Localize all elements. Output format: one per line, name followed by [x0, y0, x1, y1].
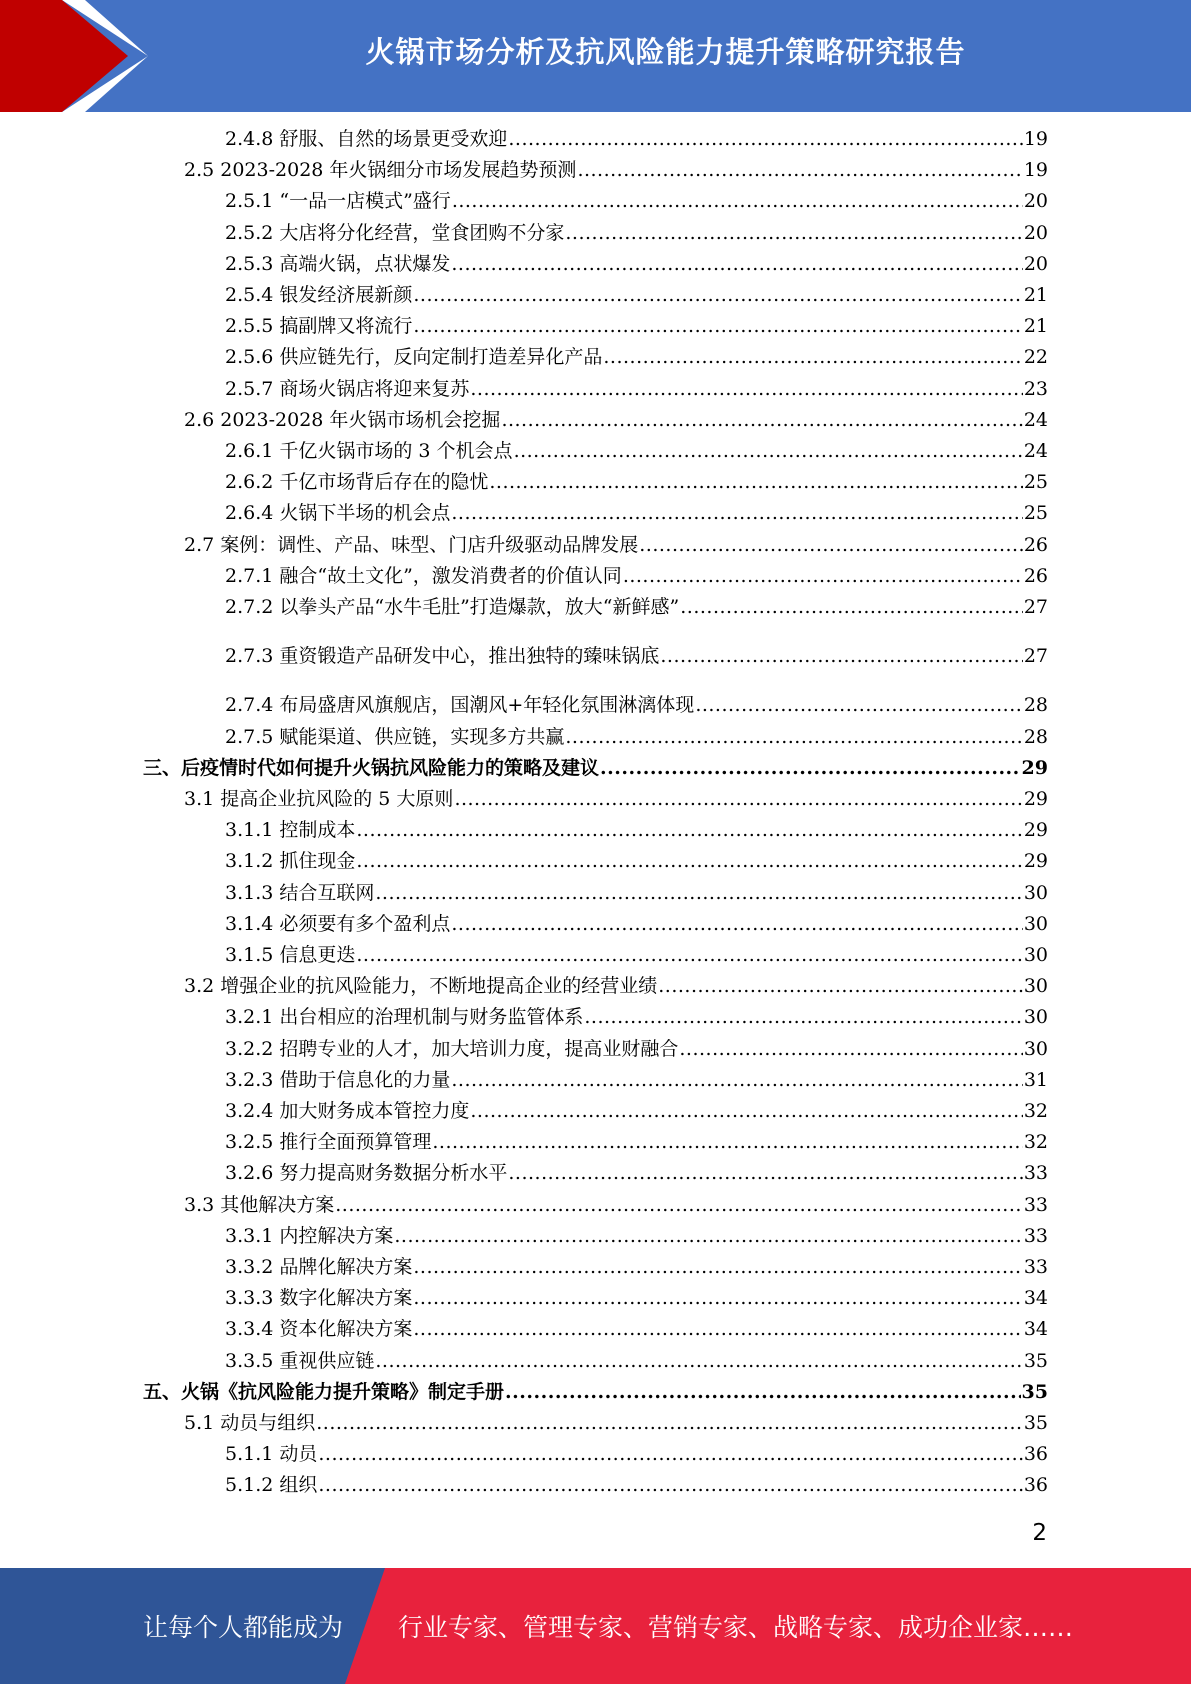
toc-entry-title: 2.6.4 火锅下半场的机会点 — [225, 502, 451, 525]
toc-entry-page: 28 — [1023, 694, 1048, 717]
toc-entry-page: 26 — [1023, 564, 1048, 587]
toc-entry[interactable] — [225, 1316, 1048, 1342]
toc-entry-page: 31 — [1023, 1068, 1048, 1091]
toc-entry-title: 2.7.1 融合“故土文化”，激发消费者的价值认同 — [225, 564, 622, 587]
toc-entry-page: 34 — [1023, 1287, 1048, 1310]
toc-dot-leader — [505, 1379, 1021, 1405]
toc-entry-page: 23 — [1023, 377, 1048, 400]
toc-entry[interactable] — [225, 188, 1048, 214]
toc-entry-title: 2.5.1 “一品一店模式”盛行 — [225, 190, 451, 213]
toc-entry-page: 33 — [1023, 1224, 1048, 1247]
toc-entry[interactable] — [225, 563, 1048, 589]
toc-dot-leader — [451, 1067, 1022, 1093]
page-header — [0, 0, 1191, 112]
toc-entry[interactable] — [184, 973, 1048, 999]
toc-entry-page: 29 — [1021, 756, 1048, 779]
toc-entry-title: 2.5 2023-2028 年火锅细分市场发展趋势预测 — [184, 159, 577, 182]
toc-entry-page: 21 — [1023, 284, 1048, 306]
toc-entry-page: 20 — [1023, 221, 1048, 244]
toc-entry[interactable] — [184, 786, 1048, 812]
toc-entry[interactable] — [143, 1379, 1048, 1405]
toc-dot-leader — [413, 1254, 1022, 1280]
toc-entry-title: 3.3.5 重视供应链 — [225, 1349, 375, 1372]
toc-entry[interactable] — [184, 1410, 1048, 1436]
toc-entry-page: 32 — [1023, 1131, 1048, 1154]
toc-entry[interactable] — [143, 755, 1048, 781]
toc-dot-leader — [600, 755, 1021, 781]
toc-entry-page: 30 — [1023, 1037, 1048, 1060]
toc-entry-title: 2.6.1 千亿火锅市场的 3 个机会点 — [225, 440, 513, 462]
toc-entry-title: 2.5.5 搞副牌又将流行 — [225, 315, 413, 338]
toc-dot-leader — [432, 1129, 1022, 1155]
toc-entry[interactable] — [225, 724, 1048, 750]
toc-entry-title: 3.2.2 招聘专业的人才，加大培训力度，提高业财融合 — [225, 1037, 679, 1060]
toc-dot-leader — [565, 724, 1022, 750]
toc-entry-title: 五、火锅《抗风险能力提升策略》制定手册 — [143, 1380, 505, 1403]
toc-entry-title: 3.2.5 推行全面预算管理 — [225, 1131, 432, 1154]
toc-entry-page: 32 — [1023, 1100, 1048, 1122]
toc-entry-title: 3.1.3 结合互联网 — [225, 881, 375, 904]
toc-entry-title: 2.5.3 高端火锅，点状爆发 — [225, 252, 451, 275]
toc-entry[interactable] — [225, 1160, 1048, 1186]
toc-entry-title: 3.1.1 控制成本 — [225, 819, 356, 842]
toc-entry[interactable] — [225, 880, 1048, 906]
toc-dot-leader — [375, 880, 1022, 906]
toc-entry[interactable] — [225, 1441, 1048, 1467]
toc-entry-title: 2.5.4 银发经济展新颜 — [225, 284, 413, 306]
toc-entry-page: 36 — [1023, 1474, 1048, 1497]
toc-entry[interactable] — [225, 126, 1048, 152]
toc-entry-title: 三、后疫情时代如何提升火锅抗风险能力的策略及建议 — [143, 756, 600, 779]
toc-entry-page: 29 — [1023, 850, 1048, 873]
toc-dot-leader — [451, 500, 1022, 526]
toc-entry[interactable] — [225, 251, 1048, 277]
toc-entry-page: 20 — [1023, 190, 1048, 213]
toc-dot-leader — [679, 1036, 1022, 1062]
toc-entry-title: 3.1.4 必须要有多个盈利点 — [225, 912, 451, 935]
toc-entry[interactable] — [225, 1223, 1048, 1249]
toc-entry[interactable] — [184, 1192, 1048, 1218]
toc-dot-leader — [508, 1160, 1022, 1186]
toc-dot-leader — [413, 282, 1022, 308]
toc-entry[interactable] — [184, 532, 1048, 558]
toc-entry-title: 5.1.1 动员 — [225, 1443, 318, 1466]
toc-dot-leader — [454, 786, 1022, 812]
page-title: 火锅市场分析及抗风险能力提升策略研究报告 — [365, 34, 966, 69]
toc-dot-leader — [514, 438, 1023, 464]
toc-entry-page: 25 — [1023, 502, 1048, 525]
toc-entry-page: 21 — [1023, 315, 1048, 338]
toc-entry[interactable] — [225, 220, 1048, 246]
toc-dot-leader — [394, 1223, 1022, 1249]
toc-dot-leader — [639, 532, 1023, 558]
toc-dot-leader — [318, 1441, 1022, 1467]
toc-entry[interactable] — [225, 643, 1048, 669]
toc-dot-leader — [413, 1285, 1022, 1311]
toc-entry-page: 30 — [1023, 912, 1048, 935]
toc-entry[interactable] — [225, 344, 1048, 370]
toc-dot-leader — [584, 1004, 1022, 1030]
toc-dot-leader — [660, 643, 1022, 669]
toc-entry[interactable] — [225, 692, 1048, 718]
toc-entry-title: 5.1 动员与组织 — [184, 1412, 316, 1434]
toc-entry[interactable] — [225, 1129, 1048, 1155]
toc-entry[interactable] — [225, 469, 1048, 495]
toc-entry-page: 33 — [1023, 1193, 1048, 1216]
toc-dot-leader — [680, 594, 1023, 620]
toc-entry-title: 2.7.4 布局盛唐风旗舰店，国潮风+年轻化氛围淋漓体现 — [225, 694, 695, 717]
toc-dot-leader — [658, 973, 1023, 999]
toc-dot-leader — [316, 1410, 1023, 1436]
toc-entry[interactable] — [225, 594, 1048, 620]
toc-entry-page: 34 — [1023, 1318, 1048, 1341]
toc-dot-leader — [318, 1472, 1022, 1498]
toc-entry-page: 35 — [1021, 1380, 1048, 1403]
toc-dot-leader — [413, 313, 1022, 339]
page-footer — [0, 1568, 1191, 1684]
toc-entry-page: 30 — [1023, 1006, 1048, 1029]
toc-entry[interactable] — [225, 282, 1048, 308]
toc-dot-leader — [565, 220, 1022, 246]
toc-entry-page: 25 — [1023, 471, 1048, 494]
toc-entry-page: 27 — [1023, 645, 1048, 668]
toc-entry-title: 3.2.1 出台相应的治理机制与财务监管体系 — [225, 1006, 584, 1029]
footer-slogan-left: 让每个人都能成为 — [143, 1613, 344, 1642]
toc-entry-page: 19 — [1023, 128, 1048, 150]
toc-entry[interactable] — [184, 157, 1048, 183]
toc-entry[interactable] — [225, 942, 1048, 968]
toc-entry-page: 20 — [1023, 252, 1048, 275]
toc-entry-title: 2.7.3 重资锻造产品研发中心，推出独特的臻味锅底 — [225, 645, 660, 668]
toc-entry-title: 3.1.2 抓住现金 — [225, 850, 356, 873]
toc-entry-title: 2.6.2 千亿市场背后存在的隐忧 — [225, 471, 489, 494]
toc-entry-title: 2.5.7 商场火锅店将迎来复苏 — [225, 377, 470, 400]
toc-dot-leader — [501, 407, 1022, 433]
toc-entry-page: 29 — [1023, 819, 1048, 842]
toc-dot-leader — [413, 1316, 1022, 1342]
toc-entry-page: 30 — [1023, 881, 1048, 904]
toc-entry-title: 3.3.1 内控解决方案 — [225, 1224, 394, 1247]
toc-entry[interactable] — [225, 1254, 1048, 1280]
header-arrow-icon — [0, 0, 160, 112]
toc-entry[interactable] — [225, 438, 1048, 464]
toc-dot-leader — [452, 188, 1023, 214]
toc-dot-leader — [356, 848, 1022, 874]
toc-entry[interactable] — [225, 1067, 1048, 1093]
toc-dot-leader — [470, 376, 1022, 402]
toc-entry-page: 35 — [1023, 1349, 1048, 1372]
toc-dot-leader — [451, 251, 1022, 277]
toc-entry[interactable] — [225, 1098, 1048, 1124]
toc-entry[interactable] — [225, 1036, 1048, 1062]
toc-entry[interactable] — [225, 313, 1048, 339]
toc-entry[interactable] — [184, 407, 1048, 433]
toc-entry-title: 3.2.3 借助于信息化的力量 — [225, 1068, 451, 1091]
toc-dot-leader — [577, 157, 1022, 183]
toc-entry[interactable] — [225, 848, 1048, 874]
toc-entry-title: 2.6 2023-2028 年火锅市场机会挖掘 — [184, 408, 501, 431]
toc-dot-leader — [695, 692, 1023, 718]
toc-entry[interactable] — [225, 1472, 1048, 1498]
toc-entry-page: 30 — [1023, 975, 1048, 998]
toc-dot-leader — [356, 817, 1022, 843]
toc-entry-title: 2.5.6 供应链先行，反向定制打造差异化产品 — [225, 346, 603, 369]
toc-entry-page: 22 — [1023, 346, 1048, 369]
toc-entry-page: 28 — [1023, 725, 1048, 748]
toc-entry-page: 30 — [1023, 944, 1048, 966]
toc-entry-title: 2.7.5 赋能渠道、供应链，实现多方共赢 — [225, 725, 565, 748]
page-number: 2 — [1032, 1520, 1047, 1546]
toc-entry[interactable] — [225, 911, 1048, 937]
toc-entry-title: 5.1.2 组织 — [225, 1474, 318, 1497]
toc-entry[interactable] — [225, 1004, 1048, 1030]
toc-dot-leader — [335, 1192, 1023, 1218]
toc-entry-page: 27 — [1023, 596, 1048, 618]
toc-entry[interactable] — [225, 817, 1048, 843]
toc-entry[interactable] — [225, 1285, 1048, 1311]
toc-entry-page: 26 — [1023, 533, 1048, 556]
toc-entry[interactable] — [225, 1348, 1048, 1374]
footer-slogan-right: 行业专家、管理专家、营销专家、战略专家、成功企业家…… — [398, 1613, 1074, 1642]
toc-entry[interactable] — [225, 376, 1048, 402]
toc-entry-page: 19 — [1023, 159, 1048, 182]
toc-entry-page: 36 — [1023, 1443, 1048, 1466]
toc-entry-page: 24 — [1023, 440, 1048, 462]
toc-entry-page: 33 — [1023, 1162, 1048, 1185]
toc-dot-leader — [603, 344, 1022, 370]
toc-entry-page: 29 — [1023, 788, 1048, 810]
toc-dot-leader — [508, 126, 1022, 152]
toc-dot-leader — [375, 1348, 1022, 1374]
toc-dot-leader — [451, 911, 1022, 937]
toc-entry-title: 3.3 其他解决方案 — [184, 1193, 335, 1216]
toc-entry[interactable] — [225, 500, 1048, 526]
toc-entry-page: 24 — [1023, 408, 1048, 431]
toc-dot-leader — [470, 1098, 1022, 1124]
toc-entry-title: 2.7.2 以拳头产品“水牛毛肚”打造爆款，放大“新鲜感” — [225, 596, 680, 618]
toc-entry-title: 3.3.4 资本化解决方案 — [225, 1318, 413, 1341]
toc-entry-title: 2.5.2 大店将分化经营，堂食团购不分家 — [225, 221, 565, 244]
toc-entry-title: 3.3.3 数字化解决方案 — [225, 1287, 413, 1310]
toc-entry-title: 3.2 增强企业的抗风险能力，不断地提高企业的经营业绩 — [184, 975, 658, 998]
toc-dot-leader — [489, 469, 1022, 495]
toc-entry-title: 3.2.6 努力提高财务数据分析水平 — [225, 1162, 508, 1185]
toc-entry-title: 3.1 提高企业抗风险的 5 大原则 — [184, 788, 454, 810]
toc-dot-leader — [356, 942, 1022, 968]
toc-entry-title: 2.7 案例：调性、产品、味型、门店升级驱动品牌发展 — [184, 533, 639, 556]
toc-entry-title: 3.3.2 品牌化解决方案 — [225, 1256, 413, 1278]
toc-dot-leader — [623, 563, 1023, 589]
toc-entry-title: 2.4.8 舒服、自然的场景更受欢迎 — [225, 128, 508, 150]
toc-entry-title: 3.2.4 加大财务成本管控力度 — [225, 1100, 470, 1122]
toc-entry-page: 33 — [1023, 1256, 1048, 1278]
toc-entry-page: 35 — [1023, 1412, 1048, 1434]
toc-entry-title: 3.1.5 信息更迭 — [225, 944, 356, 966]
